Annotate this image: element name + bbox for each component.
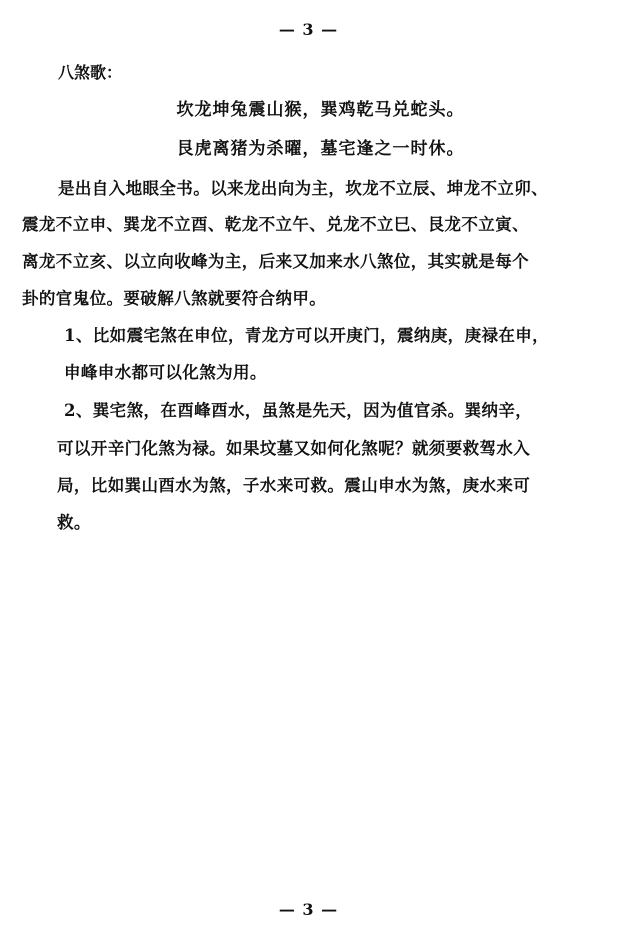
page-number-top: — 3 — bbox=[278, 20, 339, 39]
item-2-line-2: 可以开辛门化煞为禄。如果坟墓又如何化煞呢？就须要救驾水入 bbox=[57, 439, 531, 458]
page-number-bottom: — 3 — bbox=[278, 900, 339, 919]
paragraph-line-4: 卦的官鬼位。要破解八煞就要符合纳甲。 bbox=[22, 289, 327, 308]
paragraph-line-2: 震龙不立申、巽龙不立酉、乾龙不立午、兑龙不立巳、艮龙不立寅、 bbox=[22, 215, 529, 234]
item-1-line-1: 1、比如震宅煞在申位，青龙方可以开庚门，震纳庚，庚禄在申， bbox=[64, 326, 550, 345]
item-2-line-1: 2、巽宅煞，在酉峰酉水，虽煞是先天，因为值官杀。巽纳辛， bbox=[64, 401, 533, 420]
paragraph-line-3: 离龙不立亥、以立向收峰为主，后来又加来水八煞位，其实就是每个 bbox=[22, 252, 529, 271]
item-2-line-3: 局，比如巽山酉水为煞，子水来可救。震山申水为煞，庚水来可 bbox=[57, 476, 531, 495]
poem-line-2: 艮虎离猪为杀曜，墓宅逢之一时休。 bbox=[176, 139, 465, 159]
item-2-line-4: 救。 bbox=[57, 513, 91, 532]
poem-line-1: 坎龙坤兔震山猴，巽鸡乾马兑蛇头。 bbox=[176, 100, 465, 120]
item-1-line-2: 申峰申水都可以化煞为用。 bbox=[64, 363, 267, 382]
paragraph-line-1: 是出自入地眼全书。以来龙出向为主，坎龙不立辰、坤龙不立卯、 bbox=[58, 179, 549, 198]
section-heading: 八煞歌： bbox=[58, 63, 123, 82]
